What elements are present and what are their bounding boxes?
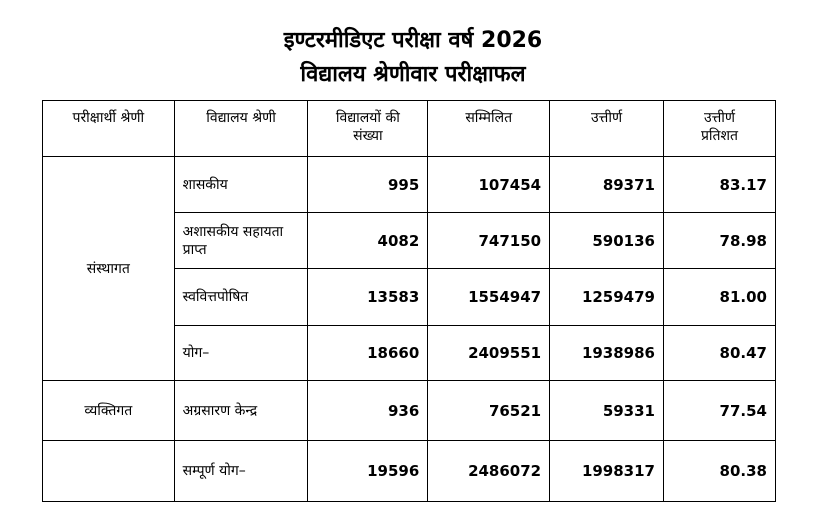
row-percent: 80.47 <box>664 326 776 381</box>
row-schools: 19596 <box>308 441 428 502</box>
row-passed: 1998317 <box>550 441 664 502</box>
row-appeared: 2409551 <box>428 326 550 381</box>
row-appeared: 76521 <box>428 381 550 441</box>
row-passed: 590136 <box>550 213 664 269</box>
table-row <box>43 381 776 441</box>
row-category: शासकीय <box>174 157 308 213</box>
row-passed: 89371 <box>550 157 664 213</box>
table-header-row <box>43 101 776 157</box>
row-category: स्ववित्तपोषित <box>174 269 308 326</box>
row-schools: 936 <box>308 381 428 441</box>
table-row <box>43 157 776 213</box>
row-schools: 18660 <box>308 326 428 381</box>
group-private: व्यक्तिगत <box>43 381 175 441</box>
row-appeared: 2486072 <box>428 441 550 502</box>
row-appeared: 1554947 <box>428 269 550 326</box>
group-total <box>43 441 175 502</box>
row-passed: 1938986 <box>550 326 664 381</box>
row-appeared: 747150 <box>428 213 550 269</box>
page-subtitle: विद्यालय श्रेणीवार परीक्षाफल <box>300 62 526 87</box>
page-title: इण्टरमीडिएट परीक्षा वर्ष 2026 <box>283 28 543 53</box>
row-percent: 80.38 <box>664 441 776 502</box>
row-category: अशासकीय सहायता प्राप्त <box>174 213 308 269</box>
header-passed: उत्तीर्ण <box>550 101 664 157</box>
header-pass-percent: उत्तीर्ण प्रतिशत <box>664 101 776 157</box>
row-category: योग– <box>174 326 308 381</box>
table-row <box>43 441 776 502</box>
header-school-count: विद्यालयों की संख्या <box>308 101 428 157</box>
header-appeared: सम्मिलित <box>428 101 550 157</box>
row-schools: 13583 <box>308 269 428 326</box>
row-schools: 995 <box>308 157 428 213</box>
row-percent: 77.54 <box>664 381 776 441</box>
header-school-category: विद्यालय श्रेणी <box>174 101 308 157</box>
row-category: सम्पूर्ण योग– <box>174 441 308 502</box>
row-percent: 78.98 <box>664 213 776 269</box>
header-candidate-category: परीक्षार्थी श्रेणी <box>43 101 175 157</box>
row-passed: 1259479 <box>550 269 664 326</box>
group-institutional: संस्थागत <box>43 157 175 381</box>
row-schools: 4082 <box>308 213 428 269</box>
row-category: अग्रसारण केन्द्र <box>174 381 308 441</box>
row-passed: 59331 <box>550 381 664 441</box>
results-table <box>42 100 776 502</box>
row-appeared: 107454 <box>428 157 550 213</box>
row-percent: 81.00 <box>664 269 776 326</box>
row-percent: 83.17 <box>664 157 776 213</box>
